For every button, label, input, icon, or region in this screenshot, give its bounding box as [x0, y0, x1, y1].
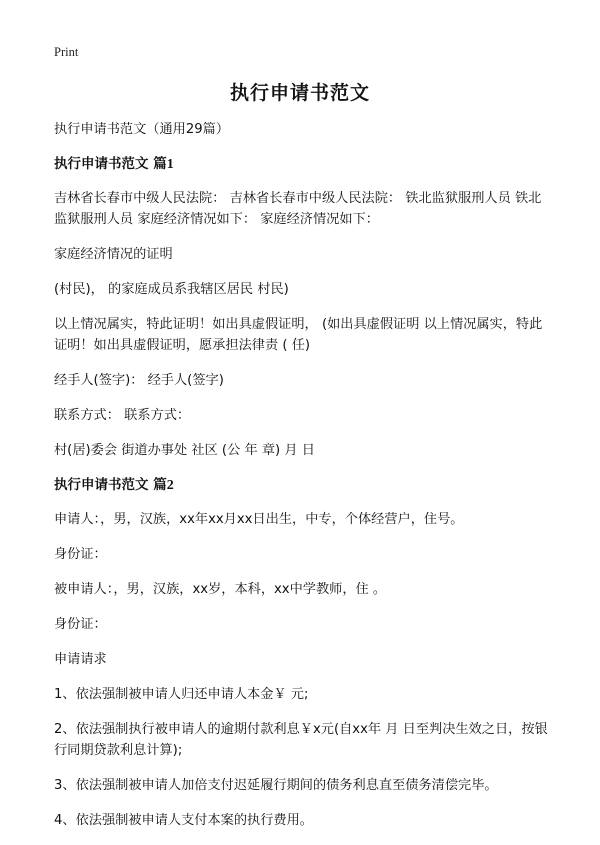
paragraph: 被申请人：，男，汉族，xx岁，本科，xx中学教师，住 。 [54, 582, 387, 597]
paragraph: 经手人(签字)： 经手人(签字) [54, 373, 224, 388]
section-heading-text: 执行申请书范文 篇 [54, 477, 167, 493]
paragraph: 以上情况属实，特此证明！如出具虚假证明， (如出具虚假证明 以上情况属实，特此证明！如出具虚假证明，愿承担法律责 ( 任) [54, 317, 543, 353]
paragraph: 身份证： [54, 617, 107, 632]
section-heading-2 [54, 475, 552, 496]
print-link[interactable]: Print [54, 45, 79, 59]
paragraph: 家庭经济情况的证明 [54, 247, 173, 262]
paragraph: 联系方式： 联系方式： [54, 408, 191, 423]
paragraph: (村民)， 的家庭成员系我辖区居民 村民) [54, 282, 289, 297]
paragraph: 1、依法强制被申请人归还申请人本金￥ 元; [54, 687, 309, 702]
section-heading-1 [54, 154, 552, 175]
section-heading-text: 执行申请书范文 篇 [54, 156, 167, 172]
paragraph: 3、依法强制被申请人加倍支付迟延履行期间的债务利息直至债务清偿完毕。 [54, 778, 498, 793]
paragraph: 申请人：，男，汉族，xx年xx月xx日出生，中专，个体经营户，住号。 [54, 512, 464, 527]
paragraph: 身份证： [54, 547, 107, 562]
paragraph: 申请请求 [54, 652, 107, 667]
document-body [54, 119, 552, 845]
paragraph: 4、依法强制被申请人支付本案的执行费用。 [54, 813, 313, 828]
paragraph: 2、依法强制执行被申请人的逾期付款利息￥x元(自xx年 月 日至判决生效之日，按银行同期贷款利息计算); [54, 722, 548, 758]
paragraph: 吉林省长春市中级人民法院： 吉林省长春市中级人民法院： 铁北监狱服刑人员 铁北监狱服刑人员 家庭经济情况如下： 家庭经济情况如下： [54, 191, 542, 227]
intro-line: 执行申请书范文（通用29篇） [54, 122, 230, 137]
page-title: 执行申请书范文 [229, 82, 370, 104]
section-heading-number: 2 [166, 478, 174, 493]
paragraph: 村(居)委会 街道办事处 社区 (公 年 章) 月 日 [54, 443, 315, 458]
section-heading-number: 1 [166, 157, 174, 172]
